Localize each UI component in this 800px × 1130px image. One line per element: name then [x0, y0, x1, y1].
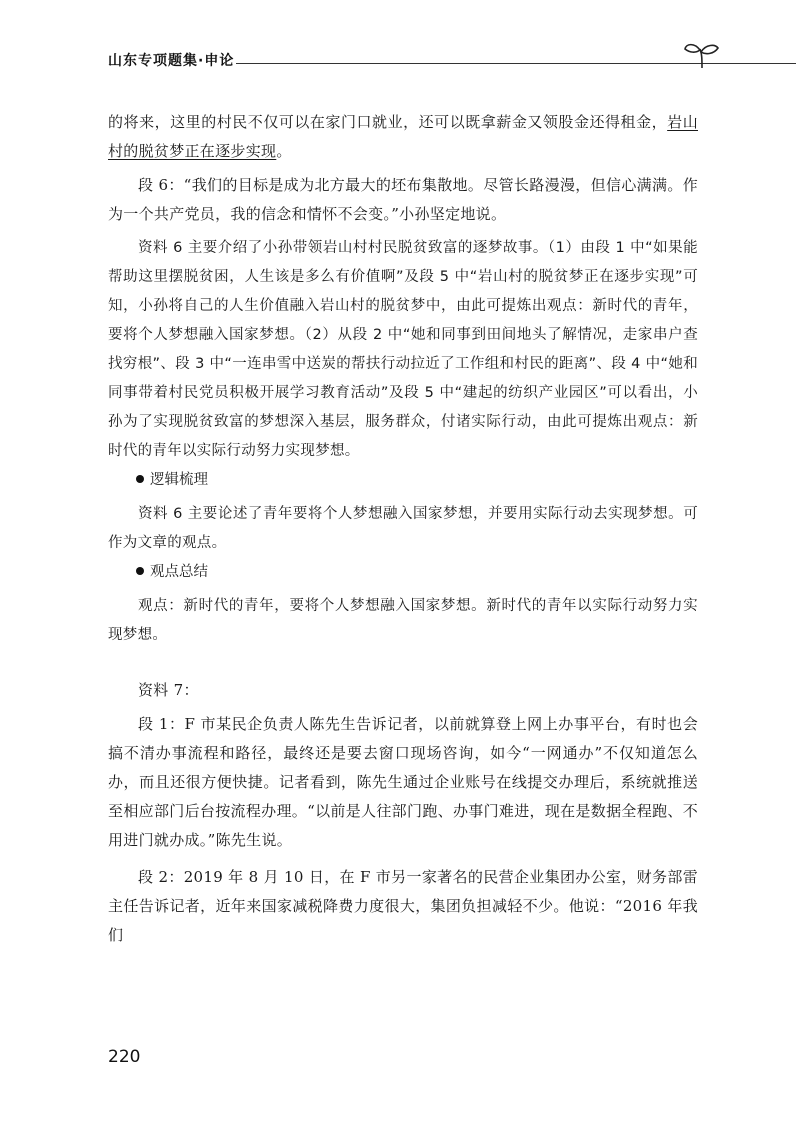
heading-label: 观点总结: [150, 564, 208, 580]
analysis-paragraph: 资料 6 主要介绍了小孙带领岩山村村民脱贫致富的逐梦故事。（1）由段 1 中“如果能帮助这里摆脱贫困，人生该是多么有价值啊”及段 5 中“岩山村的脱贫梦正在逐步实现”可知，小孙将自己的人生价值融入岩山村的脱贫梦中，由此可提炼出观点：新时代的青年，要将个人梦想融入国家梦想。（2）从段 2 中“她和同事到田间地头了解情况，走家串户查找穷根”、段 3 中“一连串雪中送炭的帮扶行动拉近了工作组和村民的距离”、段 4 中“她和同事带着村民党员积极开展学习教育活动”及段 5 中“建起的纺织产业园区”可以看出，小孙为了实现脱贫致富的梦想深入基层，服务群众，付诸实际行动，由此可提炼出观点：新时代的青年以实际行动努力实现梦想。: [108, 240, 698, 459]
heading-label: 逻辑梳理: [150, 472, 208, 488]
page-content: [108, 108, 698, 950]
page-number: 220: [108, 1047, 141, 1067]
sprout-icon: [682, 40, 722, 70]
paragraph-continued: [108, 108, 698, 166]
paragraph-6: 段 6：“我们的目标是成为北方最大的坯布集散地。尽管长路漫漫，但信心满满。作为一个共产党员，我的信念和情怀不会变。”小孙坚定地说。: [108, 176, 698, 223]
section-heading-logic: [108, 466, 698, 495]
underlined-phrase: 岩山村的脱贫梦正在逐步实现: [108, 113, 698, 160]
logic-paragraph: 资料 6 主要论述了青年要将个人梦想融入国家梦想，并要用实际行动去实现梦想。可作为文章的观点。: [108, 506, 698, 551]
paragraph-text: 的将来，这里的村民不仅可以在家门口就业，还可以既拿薪金又领股金还得租金，: [108, 113, 668, 131]
summary-paragraph: 观点：新时代的青年，要将个人梦想融入国家梦想。新时代的青年以实际行动努力实现梦想。: [108, 598, 698, 643]
bullet-icon: [136, 475, 144, 483]
section-heading-summary: [108, 558, 698, 587]
paragraph-2: 段 2：2019 年 8 月 10 日，在 F 市另一家著名的民营企业集团办公室，财务部雷主任告诉记者，近年来国家减税降费力度很大，集团负担减轻不少。他说：“2016 年我们: [108, 868, 698, 944]
bullet-icon: [136, 567, 144, 575]
material-7-label: 资料 7：: [138, 681, 199, 699]
paragraph-1: 段 1：F 市某民企负责人陈先生告诉记者，以前就算登上网上办事平台，有时也会搞不清办事流程和路径，最终还是要去窗口现场咨询，如今“一网通办”不仅知道怎么办，而且还很方便快捷。记者看到，陈先生通过企业账号在线提交办理后，系统就推送至相应部门后台按流程办理。“以前是人往部门跑、办事门难进，现在是数据全程跑、不用进门就办成。”陈先生说。: [108, 715, 698, 849]
paragraph-end: 。: [276, 142, 292, 160]
page-header: [108, 46, 720, 78]
header-title: 山东专项题集·申论: [108, 53, 235, 69]
